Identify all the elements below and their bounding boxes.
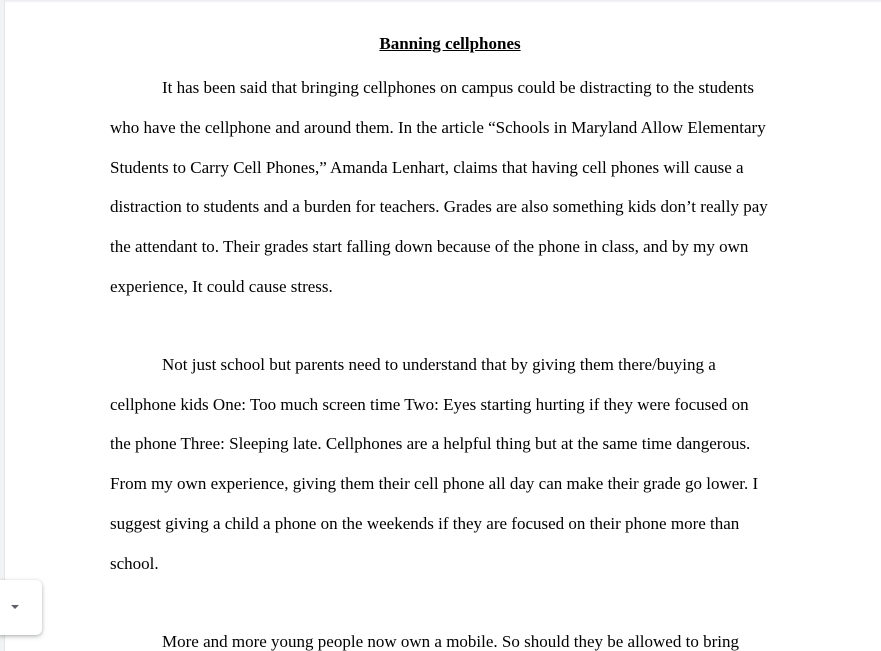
document-page[interactable] — [4, 0, 881, 651]
paragraph-line: Not just school but parents need to understand that by giving them there/buying a — [162, 354, 716, 374]
paragraph-gap — [110, 584, 790, 622]
paragraph-line: Students to Carry Cell Phones,” Amanda Lenhart, claims that having cell phones will cause a — [110, 157, 744, 177]
paragraph-line: distraction to students and a burden for teachers. Grades are also something kids don’t really pay — [110, 197, 768, 217]
top-shade — [5, 0, 881, 3]
outline-toggle-button[interactable] — [0, 580, 42, 635]
paragraph-3 — [110, 622, 790, 651]
paragraph-line: suggest giving a child a phone on the weekends if they are focused on their phone more than — [110, 513, 740, 533]
paragraph-line: the attendant to. Their grades start falling down because of the phone in class, and by my own — [110, 237, 749, 257]
paragraph-line: It has been said that bringing cellphones on campus could be distracting to the students — [162, 78, 755, 97]
paragraph-line: From my own experience, giving them their cell phone all day can make their grade go lower. I — [110, 474, 759, 494]
paragraph-line: cellphone kids One: Too much screen time Two: Eyes starting hurting if they were focused on — [110, 394, 749, 414]
paragraph-line: who have the cellphone and around them. In the article “Schools in Maryland Allow Elementary — [110, 117, 766, 137]
paragraph-gap — [110, 307, 790, 345]
paragraph-line: the phone Three: Sleeping late. Cellphones are a helpful thing but at the same time dangerous. — [110, 434, 751, 454]
paragraph-1 — [110, 68, 790, 307]
paragraph-line: More and more young people now own a mobile. So should they be allowed to bring — [162, 631, 739, 651]
document-body[interactable] — [110, 28, 790, 651]
paragraph-line: experience, It could cause stress. — [110, 276, 333, 296]
paragraph-2 — [110, 345, 790, 584]
document-title: Banning cellphones — [379, 34, 521, 53]
paragraph-line: school. — [110, 553, 159, 573]
caret-down-icon — [11, 605, 19, 609]
